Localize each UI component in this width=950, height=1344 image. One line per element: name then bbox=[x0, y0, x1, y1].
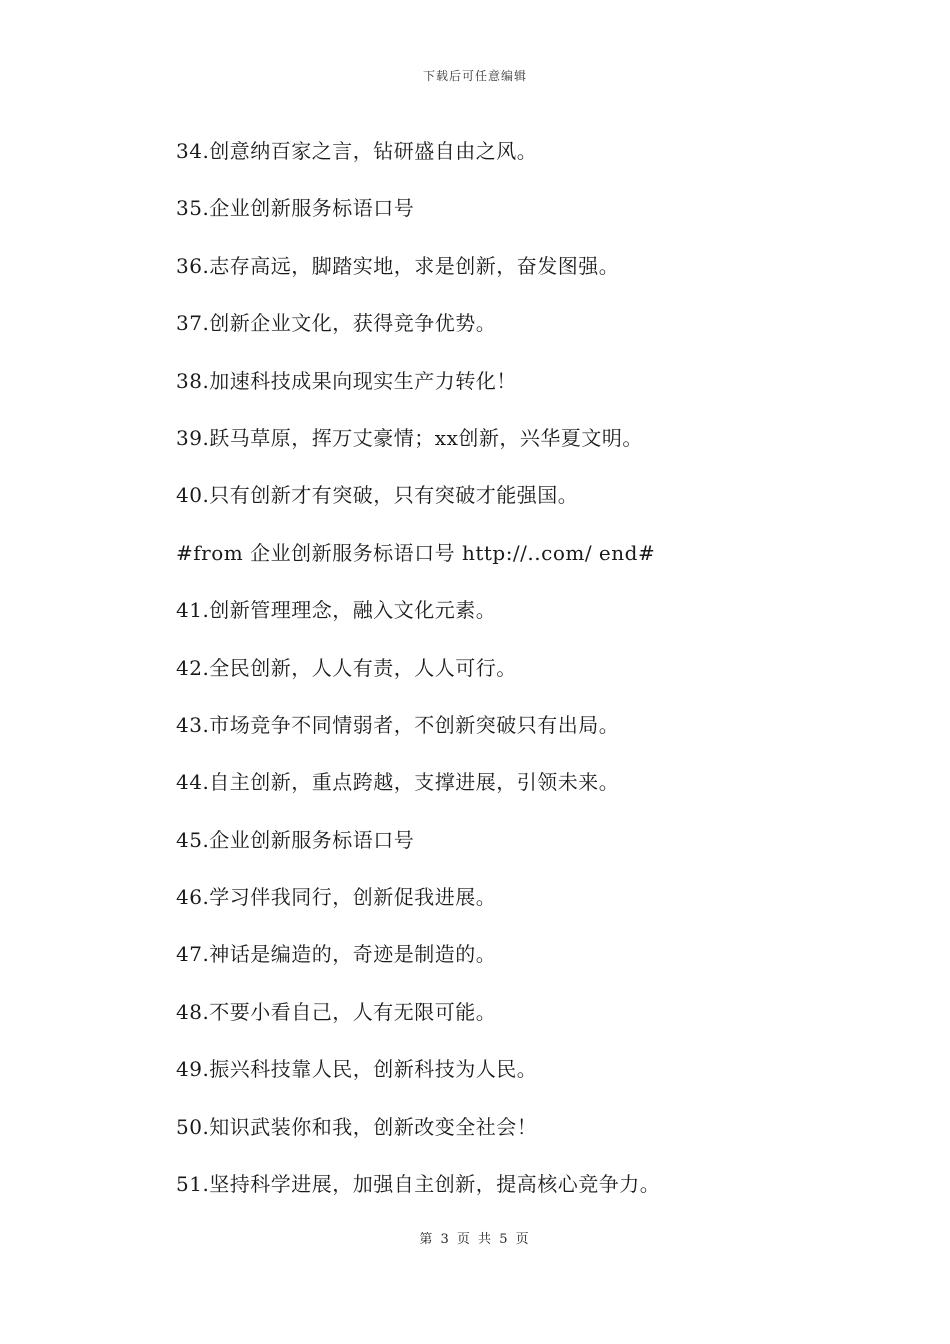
text-line: 42.全民创新，人人有责，人人可行。 bbox=[176, 655, 517, 680]
text-line: 34.创意纳百家之言，钻研盛自由之风。 bbox=[176, 139, 538, 163]
text-line: 39.跃马草原，挥万丈豪情；xx创新，兴华夏文明。 bbox=[176, 425, 643, 450]
text-line: 51.坚持科学进展，加强自主创新，提高核心竞争力。 bbox=[176, 1172, 661, 1197]
text-line: 49.振兴科技靠人民，创新科技为人民。 bbox=[176, 1057, 538, 1082]
text-line: 36.志存高远，脚踏实地，求是创新，奋发图强。 bbox=[176, 253, 620, 278]
text-line: 50.知识武装你和我，创新改变全社会！ bbox=[176, 1114, 538, 1139]
page-footer: 第 3 页 共 5 页 bbox=[419, 1232, 531, 1247]
text-line: 38.加速科技成果向现实生产力转化！ bbox=[176, 368, 517, 393]
text-line: #from 企业创新服务标语口号 http://..com/ end# bbox=[176, 540, 656, 565]
text-line: 37.创新企业文化，获得竞争优势。 bbox=[176, 311, 497, 336]
text-line: 47.神话是编造的，奇迹是制造的。 bbox=[176, 942, 497, 967]
text-line: 45.企业创新服务标语口号 bbox=[176, 827, 415, 852]
page-header: 下载后可任意编辑 bbox=[422, 69, 527, 83]
text-line: 43.市场竞争不同情弱者，不创新突破只有出局。 bbox=[176, 712, 620, 737]
text-line: 40.只有创新才有突破，只有突破才能强国。 bbox=[176, 483, 579, 508]
document-body bbox=[176, 136, 876, 1226]
text-line: 35.企业创新服务标语口号 bbox=[176, 196, 415, 221]
text-line: 48.不要小看自己，人有无限可能。 bbox=[176, 999, 497, 1024]
text-line: 41.创新管理理念，融入文化元素。 bbox=[176, 598, 497, 623]
text-line: 46.学习伴我同行，创新促我进展。 bbox=[176, 885, 497, 910]
text-line: 44.自主创新，重点跨越，支撑进展，引领未来。 bbox=[176, 770, 620, 795]
